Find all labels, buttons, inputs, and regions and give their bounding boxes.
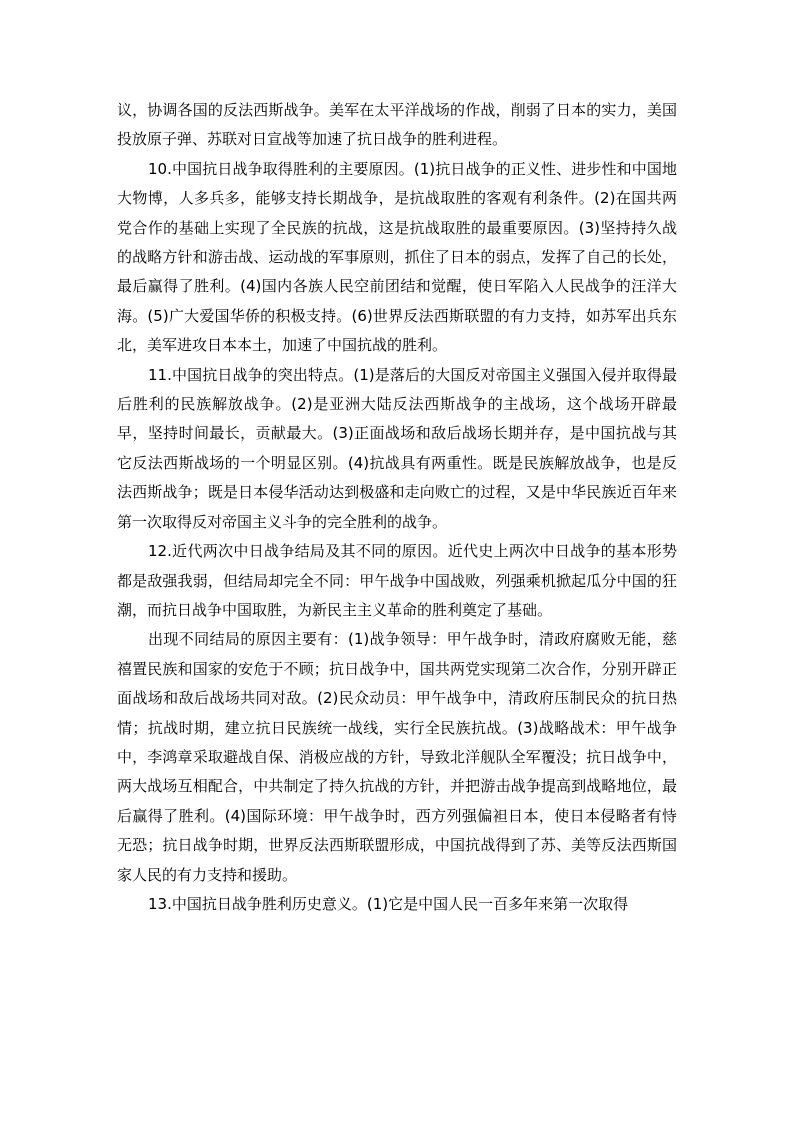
paragraph-continuation: 议，协调各国的反法西斯战争。美军在太平洋战场的作战，削弱了日本的实力，美国投放原子弹、苏联对日宣战等加速了抗日战争的胜利进程。	[117, 101, 677, 149]
paragraph-11-war-characteristics: 11.中国抗日战争的突出特点。(1)是落后的大国反对帝国主义强国入侵并取得最后胜利的民族解放战争。(2)是亚洲大陆反法西斯战争的主战场，这个战场开辟最早，坚持时间最长，贡献最大。(3)正面战场和敌后战场长期并存，是中国抗战与其它反法西斯战场的一个明显区别。(4)抗战具有两重性。既是民族解放战争，也是反法西斯战争；既是日本侵华活动达到极盛和走向败亡的过程，又是中华民族近百年来第一次取得反对帝国主义斗争的完全胜利的战争。	[117, 365, 677, 531]
paragraph-12-two-wars-outcomes: 12.近代两次中日战争结局及其不同的原因。近代史上两次中日战争的基本形势都是敌强我弱，但结局却完全不同：甲午战争中国战败，列强乘机掀起瓜分中国的狂潮，而抗日战争中国取胜，为新民主主义革命的胜利奠定了基础。	[117, 542, 677, 619]
document-page	[117, 96, 677, 919]
paragraph-13-historical-significance: 13.中国抗日战争胜利历史意义。(1)它是中国人民一百多年来第一次取得	[148, 894, 629, 913]
paragraph-12-reasons: 出现不同结局的原因主要有：(1)战争领导：甲午战争时，清政府腐败无能，慈禧置民族和国家的安危于不顾；抗日战争中，国共两党实现第二次合作，分别开辟正面战场和敌后战场共同对敌。(2)民众动员：甲午战争中，清政府压制民众的抗日热情；抗战时期，建立抗日民族统一战线，实行全民族抗战。(3)战略战术：甲午战争中，李鸿章采取避战自保、消极应战的方针，导致北洋舰队全军覆没；抗日战争中，两大战场互相配合，中共制定了持久抗战的方针，并把游击战争提高到战略地位，最后赢得了胜利。(4)国际环境：甲午战争时，西方列强偏袒日本，使日本侵略者有恃无恐；抗日战争时期，世界反法西斯联盟形成，中国抗战得到了苏、美等反法西斯国家人民的有力支持和援助。	[117, 630, 677, 884]
paragraph-10-victory-reasons: 10.中国抗日战争取得胜利的主要原因。(1)抗日战争的正义性、进步性和中国地大物博，人多兵多，能够支持长期战争，是抗战取胜的客观有利条件。(2)在国共两党合作的基础上实现了全民族的抗战，这是抗战取胜的最重要原因。(3)坚持持久战的战略方针和游击战、运动战的军事原则，抓住了日本的弱点，发挥了自己的长处，最后赢得了胜利。(4)国内各族人民空前团结和觉醒，使日军陷入人民战争的汪洋大海。(5)广大爱国华侨的积极支持。(6)世界反法西斯联盟的有力支持，如苏军出兵东北，美军进攻日本本土，加速了中国抗战的胜利。	[117, 159, 677, 355]
